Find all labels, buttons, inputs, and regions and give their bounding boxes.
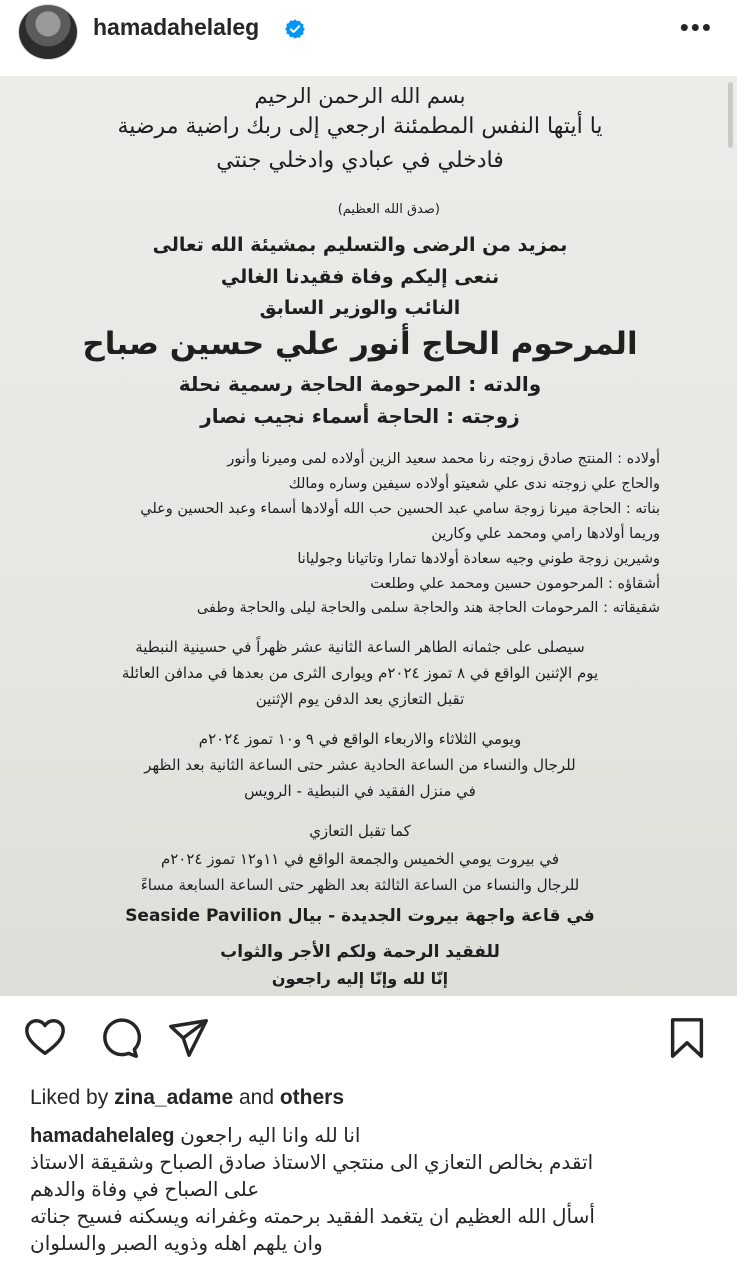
avatar[interactable] — [18, 4, 78, 60]
obituary-card — [60, 76, 660, 996]
caption — [30, 1123, 710, 1258]
comment-icon[interactable] — [96, 1015, 142, 1061]
likes-prefix: Liked by — [30, 1086, 115, 1109]
likes-summary — [30, 1086, 344, 1110]
deceased-name: المرحوم الحاج أنور علي حسين صباح — [82, 326, 638, 362]
heart-icon[interactable] — [22, 1015, 68, 1061]
sons-line-1: أولاده : المنتج صادق زوجته رنا محمد سعيد الزين أولاده لمى وميرنا وأنور — [227, 451, 660, 467]
post-header — [0, 0, 737, 64]
action-bar — [0, 1015, 737, 1071]
caption-line-4: أسأل الله العظيم ان يتغمد الفقيد برحمته وغفرانه ويسكنه فسيح جناته — [30, 1206, 595, 1228]
verified-badge-icon — [284, 18, 306, 40]
condolence-line-2: للرجال والنساء من الساعة الحادية عشر حتى الساعة الثانية بعد الظهر — [144, 756, 576, 774]
post-image[interactable] — [0, 76, 737, 996]
caption-username[interactable]: hamadahelaleg — [30, 1125, 175, 1147]
daughters-line-1: بناته : الحاجة ميرنا زوجة سامي عبد الحسين حب الله أولادها أسماء وعبد الحسين وعلي — [140, 501, 660, 517]
announcement-line-2: ننعى إليكم وفاة فقيدنا الغالي — [220, 266, 500, 288]
more-options-icon[interactable]: ••• — [679, 12, 713, 42]
sadaq-text: (صدق الله العظيم) — [337, 202, 440, 217]
likes-others[interactable]: others — [279, 1086, 345, 1109]
paper-plane-icon[interactable] — [166, 1015, 212, 1061]
beirut-line-1: كما تقبل التعازي — [309, 822, 411, 840]
beirut-line-3: للرجال والنساء من الساعة الثالثة بعد الظهر حتى الساعة السابعة مساءً — [140, 876, 580, 894]
caption-line-1: انا لله وانا اليه راجعون — [180, 1125, 361, 1147]
beirut-line-2: في بيروت يومي الخميس والجمعة الواقع في ١١و١٢ تموز ٢٠٢٤م — [160, 850, 560, 868]
condolence-line-3: في منزل الفقيد في النبطية - الرويس — [244, 782, 476, 800]
caption-line-3: على الصباح في وفاة والدهم — [30, 1179, 260, 1201]
quran-verse-line-1: يا أيتها النفس المطمئنة ارجعي إلى ربك راضية مرضية — [117, 114, 603, 139]
closing-line-1: للفقيد الرحمة ولكم الأجر والثواب — [220, 942, 500, 962]
prayer-line-3: تقبل التعازي بعد الدفن يوم الإثنين — [255, 690, 465, 708]
bookmark-icon[interactable] — [664, 1015, 710, 1061]
caption-line-2: اتقدم بخالص التعازي الى منتجي الاستاذ صادق الصباح وشقيقة الاستاذ — [30, 1152, 594, 1174]
caption-line-5: وان يلهم اهله وذويه الصبر والسلوان — [30, 1233, 323, 1255]
sisters-line: شقيقاته : المرحومات الحاجة هند والحاجة سلمى والحاجة ليلى والحاجة وطفى — [196, 600, 660, 616]
announcement-line-3: النائب والوزير السابق — [259, 297, 461, 319]
hall-line: في قاعة واجهة بيروت الجديدة - بيال Seaside Pavilion — [125, 906, 595, 926]
daughters-line-2: وريما أولادها رامي ومحمد علي وكارين — [431, 526, 660, 542]
likes-middle: and — [233, 1086, 280, 1109]
sons-line-2: والحاج علي زوجته ندى علي شعيتو أولاده سيفين وساره ومالك — [288, 476, 660, 492]
brothers-line: أشقاؤه : المرحومون حسين ومحمد علي وطلعت — [370, 576, 660, 592]
mother-line: والدته : المرحومة الحاجة رسمية نحلة — [178, 372, 542, 396]
prayer-line-2: يوم الإثنين الواقع في ٨ تموز ٢٠٢٤م ويوارى الثرى من بعدها في مدافن العائلة — [121, 664, 599, 682]
closing-line-2: إنّا لله وإنّا إليه راجعون — [271, 969, 449, 988]
wife-line: زوجته : الحاجة أسماء نجيب نصار — [200, 404, 520, 428]
condolence-line-1: ويومي الثلاثاء والاربعاء الواقع في ٩ و١٠ تموز ٢٠٢٤م — [198, 730, 522, 748]
daughters-line-3: وشيرين زوجة طوني وجيه سعادة أولادها تمارا وتاتيانا وجوليانا — [297, 551, 660, 567]
announcement-line-1: بمزيد من الرضى والتسليم بمشيئة الله تعالى — [152, 234, 568, 256]
liked-by-user[interactable]: zina_adame — [114, 1086, 234, 1109]
prayer-line-1: سيصلى على جثمانه الطاهر الساعة الثانية عشر ظهراً في حسينية النبطية — [135, 638, 585, 656]
basmala: بسم الله الرحمن الرحيم — [254, 84, 466, 108]
quran-verse-line-2: فادخلي في عبادي وادخلي جنتي — [216, 148, 504, 173]
scrollbar[interactable] — [728, 82, 733, 148]
username[interactable]: hamadahelaleg — [93, 14, 260, 40]
